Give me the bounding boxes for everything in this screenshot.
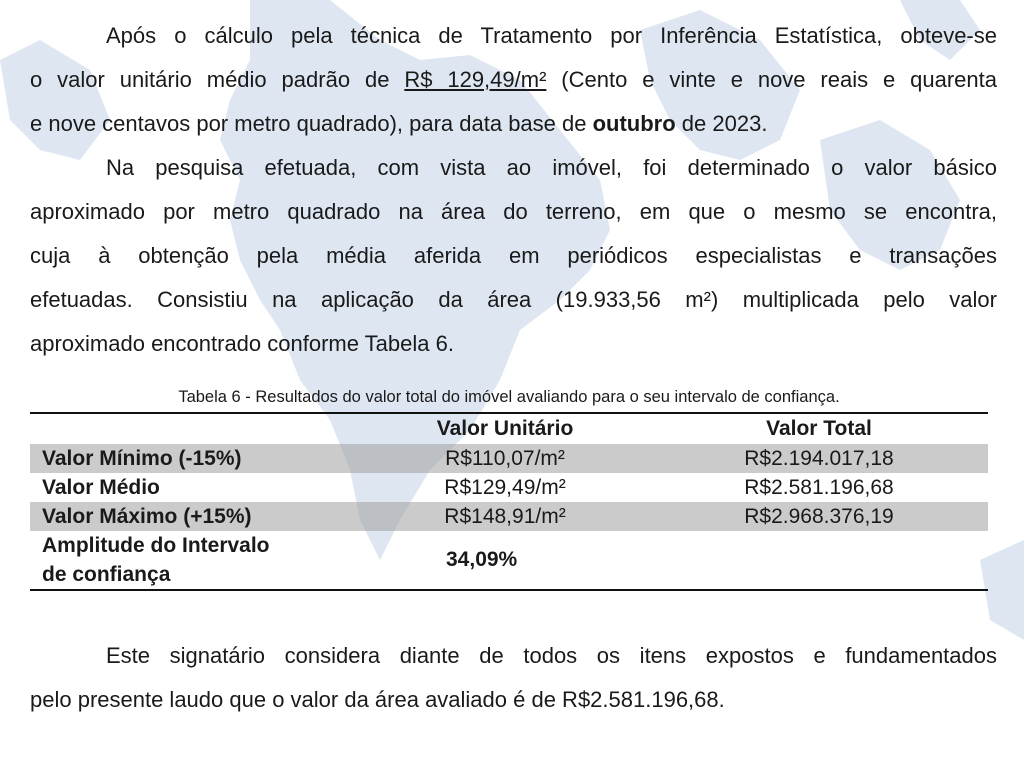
table-row-amplitude xyxy=(30,531,988,590)
header-total-value: Valor Total xyxy=(766,417,872,440)
header-empty xyxy=(30,413,360,444)
p2-line1: Na pesquisa efetuada, com vista ao imóvel, foi determinado o valor básico xyxy=(106,155,997,180)
p1-line2-tail: (Cento e vinte e nove reais e quarenta xyxy=(546,67,997,92)
p2-line3: cuja à obtenção pela média aferida em periódicos especialistas e transações xyxy=(30,243,997,268)
row-label: Valor Médio xyxy=(42,475,160,499)
table-caption: Tabela 6 - Resultados do valor total do imóvel avaliando para o seu intervalo de confiança. xyxy=(178,388,840,406)
row-label: Valor Mínimo (-15%) xyxy=(30,444,360,473)
p2-line4: efetuadas. Consistiu na aplicação da área (19.933,56 m²) multiplicada pelo valor xyxy=(30,287,997,312)
amplitude-label xyxy=(30,531,360,590)
paragraph-pesquisa xyxy=(30,146,997,366)
table-header-row xyxy=(30,413,988,444)
row-total-value: R$2.581.196,68 xyxy=(744,475,894,499)
row-unit-value: R$129,49/m² xyxy=(444,475,566,499)
p2-line5: aproximado encontrado conforme Tabela 6. xyxy=(30,331,454,356)
table-row-maximo xyxy=(30,502,988,531)
row-unit-value: R$110,07/m² xyxy=(360,444,650,473)
row-label: Valor Máximo (+15%) xyxy=(30,502,360,531)
unit-value-highlight: R$ 129,49/m² xyxy=(404,67,547,92)
table-row-medio xyxy=(30,473,988,502)
p3-line2: pelo presente laudo que o valor da área avaliado é de R$2.581.196,68. xyxy=(30,687,725,712)
row-total-value: R$2.194.017,18 xyxy=(650,444,988,473)
amplitude-label-line1: Amplitude do Intervalo xyxy=(42,534,270,557)
row-unit-value: R$148,91/m² xyxy=(360,502,650,531)
paragraph-conclusao xyxy=(30,634,997,722)
amplitude-value: 34,09% xyxy=(446,548,518,571)
paragraph-valor-unitario xyxy=(30,14,997,146)
p1-line1: Após o cálculo pela técnica de Tratamento por Inferência Estatística, obteve-se xyxy=(106,23,997,48)
row-total-value: R$2.968.376,19 xyxy=(650,502,988,531)
amplitude-label-line2: de confiança xyxy=(42,563,171,586)
p2-line2: aproximado por metro quadrado na área do terreno, em que o mesmo se encontra, xyxy=(30,199,997,224)
results-table xyxy=(30,412,988,591)
p1-line3-tail: de 2023. xyxy=(675,111,768,136)
header-unit-value: Valor Unitário xyxy=(436,417,574,440)
p1-line2-text: o valor unitário médio padrão de xyxy=(30,67,405,92)
p1-line2 xyxy=(30,58,997,102)
base-month: outubro xyxy=(592,111,676,136)
p1-line3 xyxy=(30,102,997,146)
p1-line3-text: e nove centavos por metro quadrado), para data base de xyxy=(30,111,593,136)
table-row-minimo xyxy=(30,444,988,473)
p3-line1: Este signatário considera diante de todos os itens expostos e fundamentados xyxy=(106,643,997,668)
